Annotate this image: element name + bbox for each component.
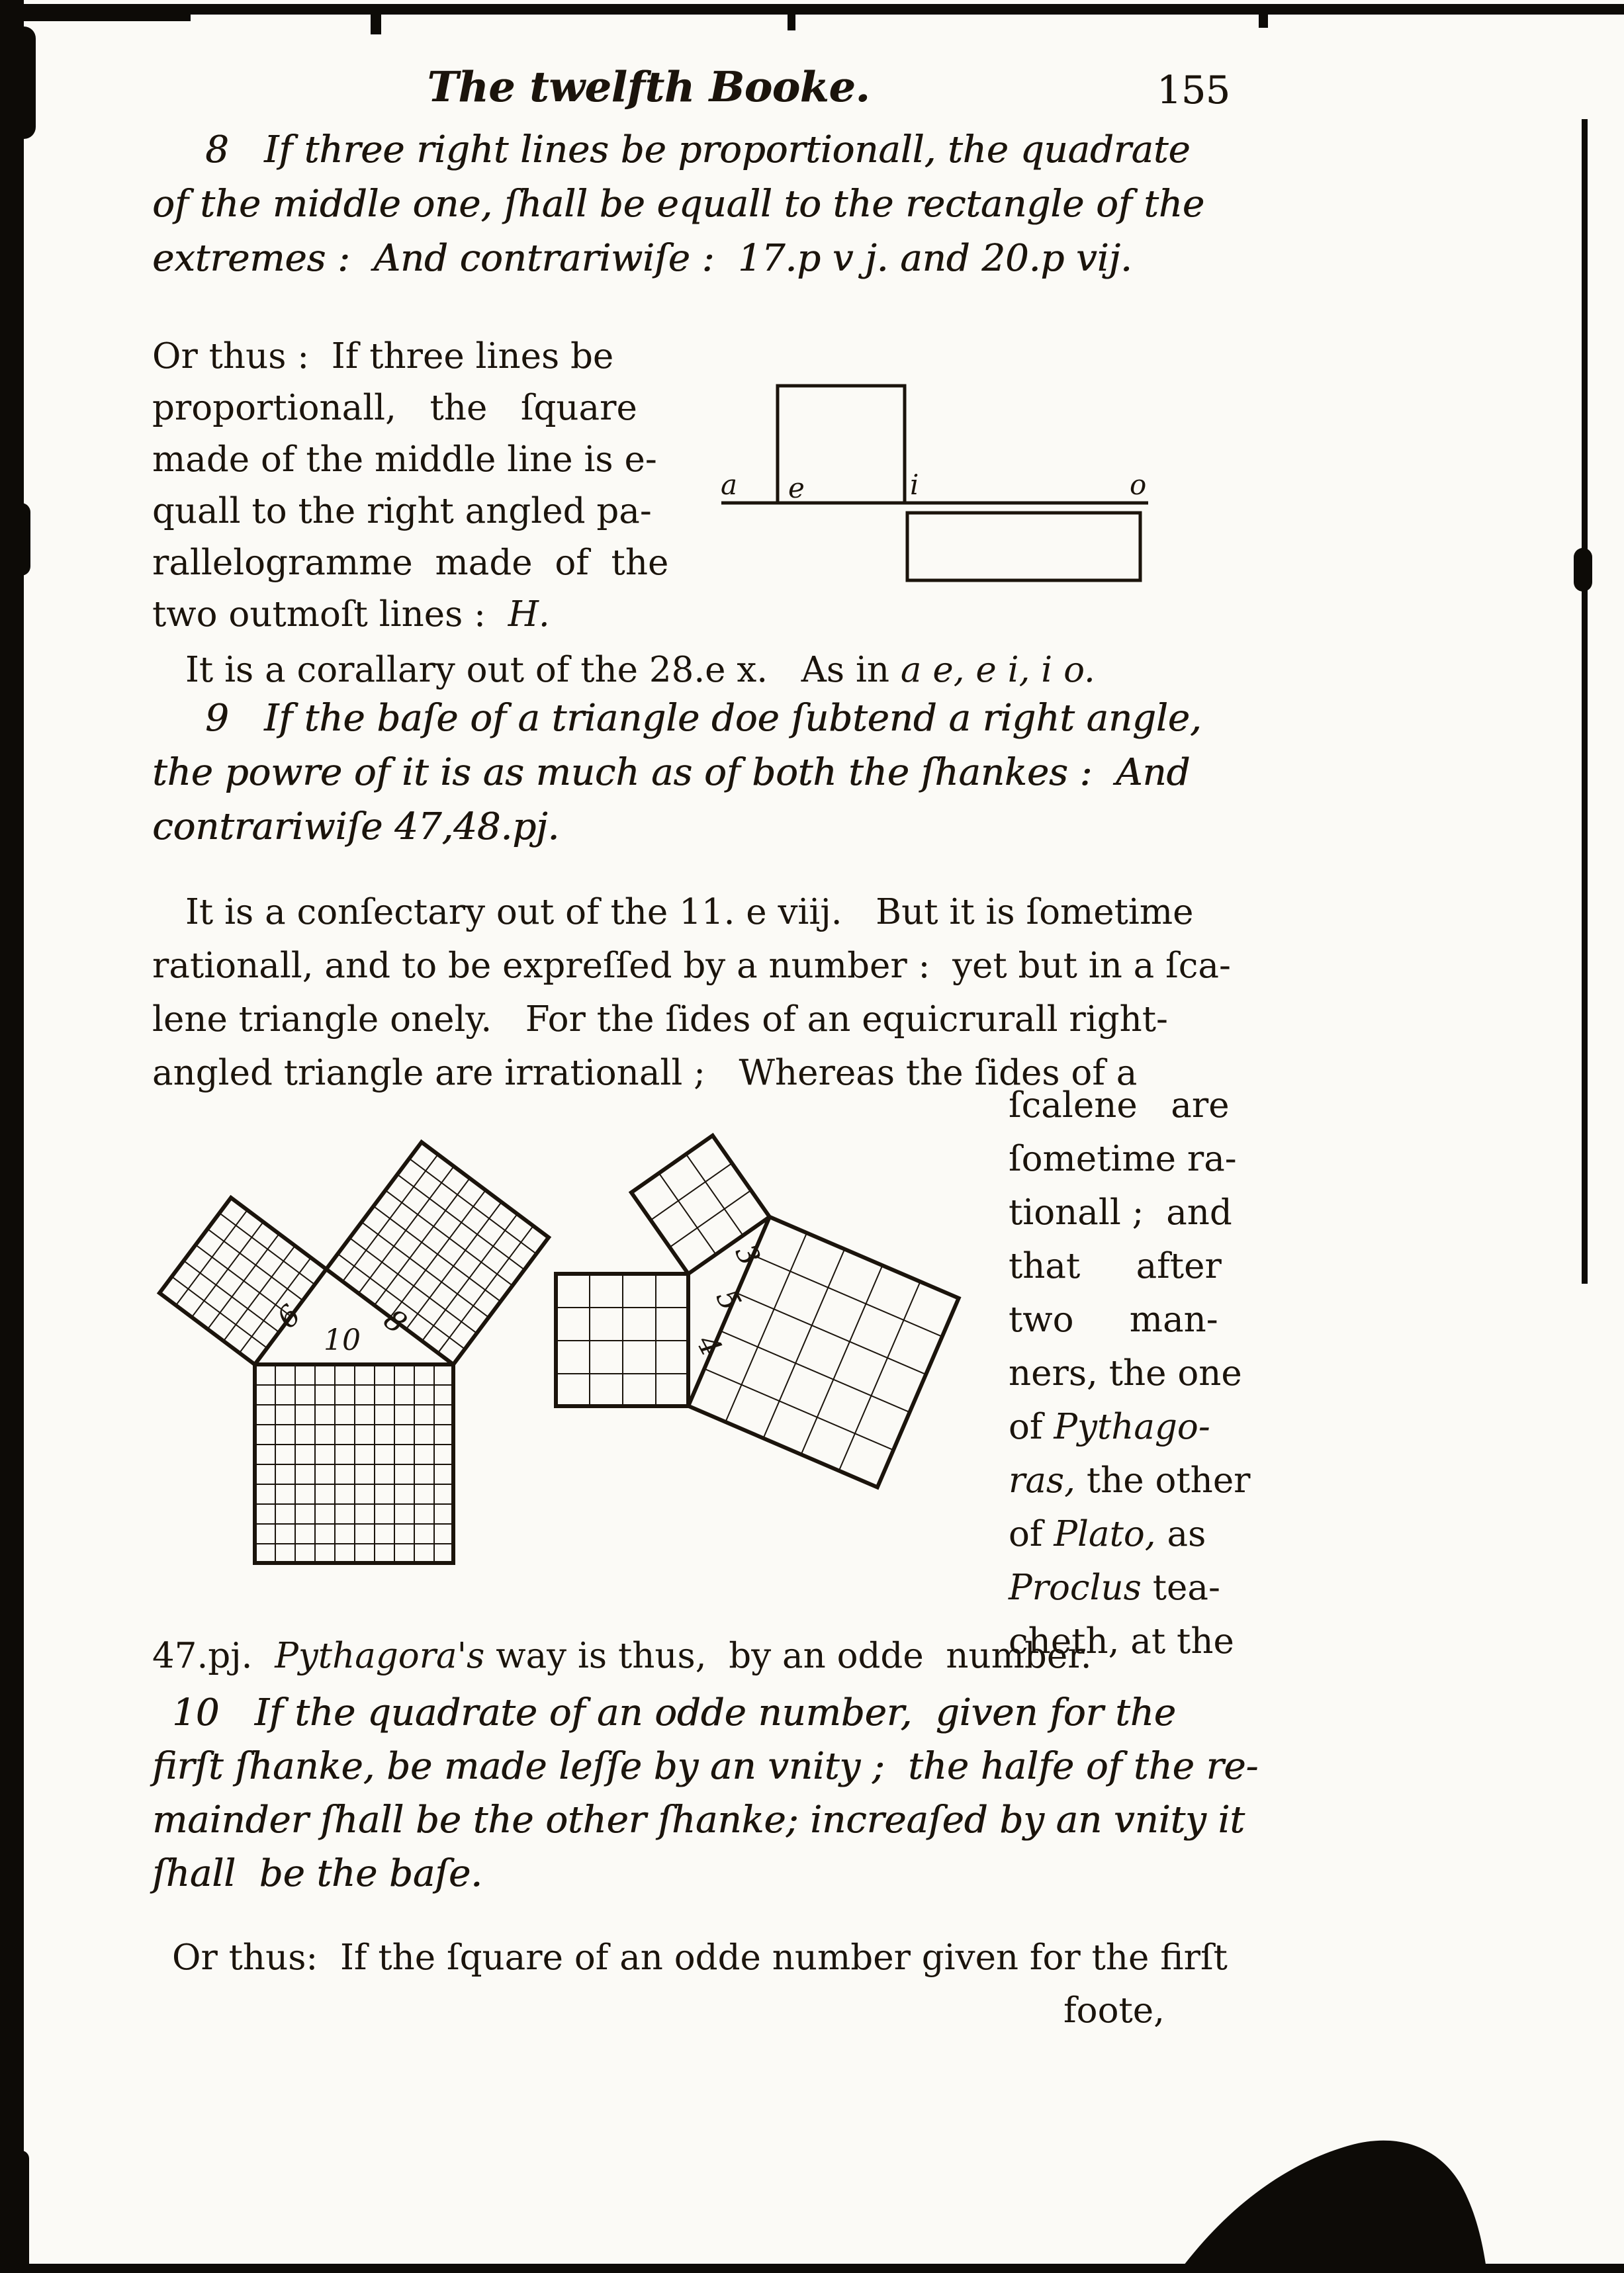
text-segment: ras, (1009, 1460, 1075, 1501)
text-line (1009, 1293, 1253, 1347)
text-line (152, 746, 1264, 800)
grid-square-side-6 (159, 1198, 326, 1364)
text-line (152, 993, 1264, 1046)
text-segment: as (1155, 1514, 1206, 1554)
side-column-text (1009, 1079, 1253, 1668)
text-segment: It is a conſectary out of the 11. e viij. But it is ſometime (185, 892, 1194, 932)
text-segment: 9 If the baſe of a triangle doe ſubtend a right angle, (205, 697, 1202, 740)
text-line (152, 382, 682, 434)
scan-edge-bump (0, 26, 36, 139)
ink-drip (788, 13, 795, 30)
page-curl-shadow (1165, 2104, 1624, 2273)
label-i: i (910, 468, 919, 501)
text-segment: It is a corallary out of the 28.e x. As in (185, 650, 901, 690)
text-segment: ſcalene are (1009, 1085, 1230, 1126)
figure-proportional-lines (711, 367, 1175, 599)
text-line (152, 1793, 1277, 1847)
ink-drip (1259, 13, 1268, 28)
grid-square-side-4 (556, 1274, 688, 1406)
text-segment: 47.pj. (152, 1636, 275, 1676)
text-segment: rallelogramme made of the (152, 543, 669, 583)
text-segment: firſt ſhanke, be made leſſe by an vnity ; the halfe of the re- (152, 1745, 1259, 1788)
ink-drip (371, 13, 381, 34)
paragraph-consectary-9 (152, 885, 1264, 1100)
text-line (1009, 1186, 1253, 1239)
text-line (1009, 1507, 1253, 1561)
figure-plato-3-4-5 (553, 1128, 970, 1495)
text-segment: lene triangle onely. For the ſides of an equicrurall right- (152, 999, 1168, 1040)
paragraph-pythagoras-way (152, 1629, 1264, 1683)
text-segment: two man- (1009, 1300, 1218, 1340)
label-e: e (788, 472, 805, 504)
text-line (152, 800, 1264, 854)
catchword: foote, (1063, 1990, 1165, 2031)
text-segment: Plato, (1054, 1514, 1156, 1554)
text-segment: that after (1009, 1246, 1222, 1286)
margin-rule (1582, 119, 1588, 1284)
scan-edge-bump (0, 503, 30, 576)
text-segment: tea- (1141, 1568, 1220, 1608)
text-line (1009, 1454, 1253, 1507)
text-line (1009, 1132, 1253, 1186)
text-segment: made of the middle line is e- (152, 439, 657, 480)
text-segment: 8 If three right lines be proportionall, the quadrate (205, 128, 1191, 171)
scan-edge-top (19, 4, 191, 21)
text-segment: Or thus : If three lines be (152, 336, 614, 377)
rectangle-of-extremes (907, 513, 1140, 580)
text-line (152, 123, 1264, 177)
text-line (152, 939, 1264, 993)
text-segment: Or thus: If the ſquare of an odde number given for the firſt (172, 1938, 1228, 1978)
proposition-10 (152, 1686, 1277, 1900)
text-segment: ners, the one (1009, 1353, 1242, 1394)
text-segment: proportionall, the ſquare (152, 388, 637, 428)
text-segment: a e, e i, i o. (900, 650, 1095, 690)
text-line (152, 885, 1264, 939)
label-6: 6 (270, 1298, 308, 1335)
text-line (152, 177, 1264, 232)
text-line (152, 1740, 1277, 1793)
page-number: 155 (1157, 67, 1230, 112)
corollary-8 (152, 643, 1264, 697)
text-line (1009, 1347, 1253, 1400)
text-segment: mainder ſhall be the other ſhanke; increaſed by an vnity it (152, 1799, 1245, 1842)
text-segment: two outmoſt lines : (152, 594, 508, 635)
figure-pythagoras-6-8-10 (156, 1138, 553, 1567)
text-line (1009, 1561, 1253, 1615)
text-segment: the other (1075, 1460, 1251, 1501)
label-8: 8 (377, 1302, 413, 1341)
text-segment: contrariwiſe 47,48.pj. (152, 805, 560, 848)
text-line (152, 232, 1264, 286)
text-segment: Pythago- (1054, 1407, 1210, 1447)
text-segment: ſometime ra- (1009, 1139, 1237, 1179)
margin-rule-blot (1574, 548, 1592, 592)
text-segment: of (1009, 1514, 1054, 1554)
text-segment: Pythagora's (275, 1636, 485, 1676)
page-curl-shape (1178, 2141, 1487, 2273)
text-segment: of (1009, 1407, 1054, 1447)
text-segment: angled triangle are irrationall ; Whereas the ſides of a (152, 1053, 1138, 1093)
text-segment: cheth, at the (1009, 1621, 1234, 1662)
proposition-8 (152, 123, 1264, 286)
text-segment: extremes : And contrariwiſe : 17.p v j. and 20.p vij. (152, 237, 1132, 280)
scan-edge-left (0, 0, 24, 2273)
grid-square-side-5 (688, 1217, 959, 1488)
label-a: a (721, 468, 738, 501)
label-4: 4 (690, 1329, 729, 1362)
text-segment: H. (508, 594, 550, 635)
text-segment: ſhall be the baſe. (152, 1852, 482, 1895)
text-segment: of the middle one, ſhall be equall to the rectangle of the (152, 183, 1204, 226)
paragraph-or-thus-8 (152, 331, 682, 641)
text-line (152, 1629, 1264, 1683)
text-segment: way is thus, by an odde number. (484, 1636, 1092, 1676)
text-line (152, 589, 682, 641)
text-segment: rationall, and to be expreſſed by a number : yet but in a ſca- (152, 946, 1231, 986)
text-segment: Proclus (1009, 1568, 1142, 1608)
text-line (1009, 1239, 1253, 1293)
text-line (152, 434, 682, 486)
text-line (152, 643, 1264, 697)
text-segment: the powre of it is as much as of both the ſhankes : And (152, 751, 1191, 794)
text-line (152, 1686, 1277, 1740)
text-line (152, 537, 682, 589)
text-line (1009, 1400, 1253, 1454)
text-segment: tionall ; and (1009, 1192, 1232, 1233)
label-5: 5 (709, 1284, 748, 1316)
text-line (152, 1847, 1277, 1900)
label-3: 3 (728, 1239, 767, 1271)
text-line (152, 486, 682, 537)
label-o: o (1130, 468, 1147, 501)
text-line (152, 1931, 1277, 1984)
running-title: The twelfth Booke. (427, 62, 870, 111)
text-line (152, 331, 682, 382)
text-line (1009, 1079, 1253, 1132)
paragraph-or-thus-10 (152, 1931, 1277, 1984)
text-segment: quall to the right angled pa- (152, 491, 652, 531)
text-line (152, 691, 1264, 746)
scan-edge-bump (0, 2151, 29, 2273)
grid-square-side-10 (255, 1364, 453, 1563)
proposition-9 (152, 691, 1264, 854)
label-10: 10 (324, 1323, 361, 1357)
text-segment: 10 If the quadrate of an odde number, given for the (172, 1691, 1176, 1734)
scan-edge-top (19, 4, 1624, 15)
